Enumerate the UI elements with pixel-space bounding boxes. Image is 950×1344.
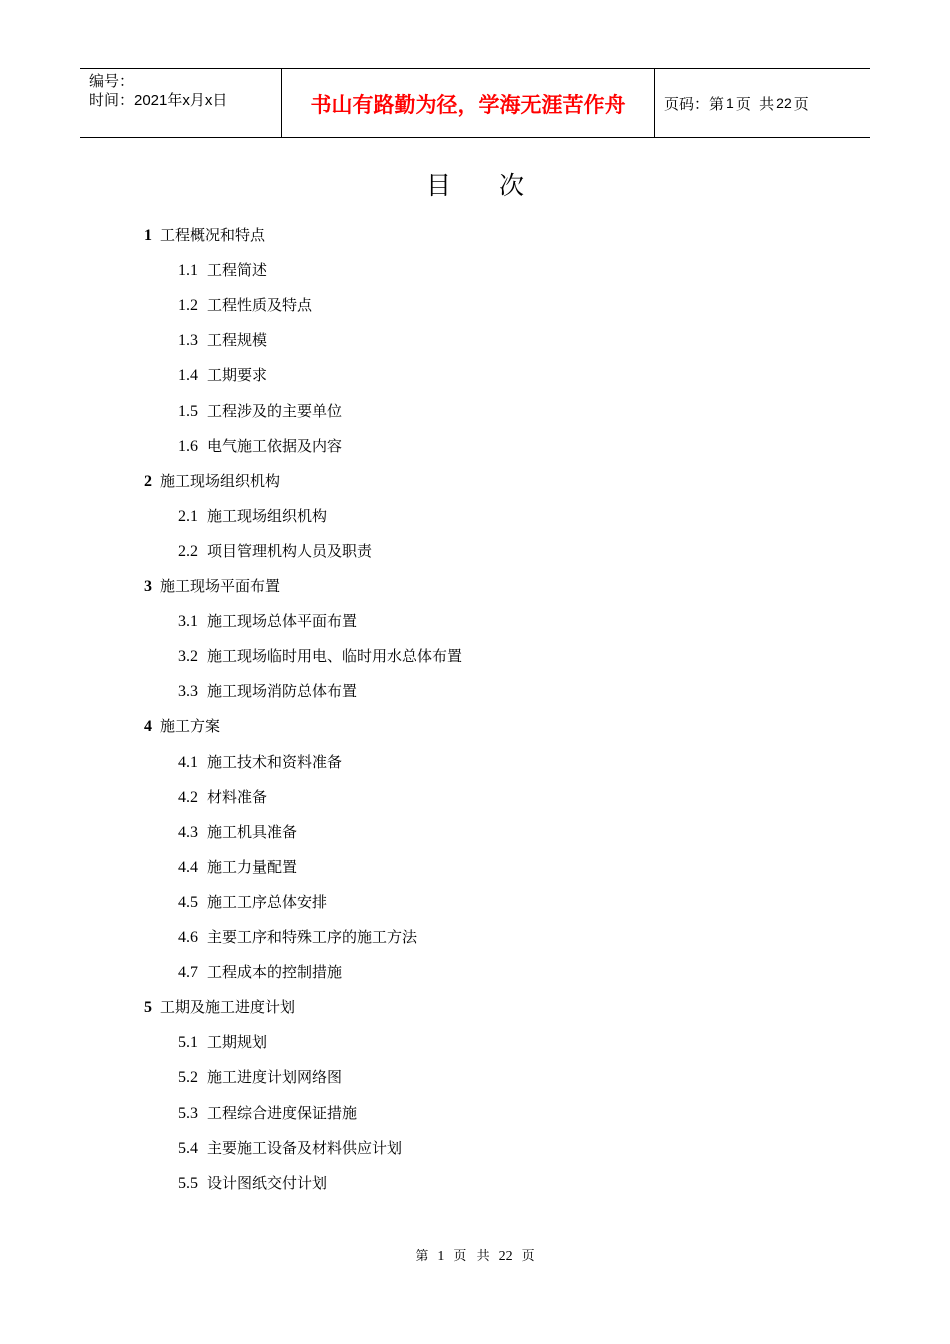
toc-number: 4.1 bbox=[178, 753, 198, 771]
toc-title: 材料准备 bbox=[207, 787, 268, 806]
toc-section bbox=[178, 540, 372, 563]
toc-number: 5.1 bbox=[178, 1034, 198, 1052]
toc-title: 施工方案 bbox=[160, 717, 221, 736]
toc-title: 施工现场组织机构 bbox=[207, 506, 328, 525]
toc-number: 5 bbox=[144, 999, 152, 1017]
page-mid: 页 共 bbox=[735, 95, 775, 113]
toc-number: 1 bbox=[144, 227, 152, 244]
footer-total: 22 bbox=[498, 1249, 513, 1264]
page-suffix: 页 bbox=[793, 95, 809, 113]
toc-number: 2.1 bbox=[178, 507, 198, 525]
footer-prefix: 第 bbox=[415, 1249, 429, 1264]
toc-section bbox=[178, 856, 297, 879]
toc-section bbox=[178, 294, 312, 317]
toc-title: 工期及施工进度计划 bbox=[160, 998, 296, 1017]
toc-section bbox=[178, 329, 267, 352]
toc-section bbox=[178, 645, 462, 668]
serial-label: 编号： bbox=[89, 73, 135, 90]
toc-title: 主要施工设备及材料供应计划 bbox=[207, 1138, 403, 1157]
toc-section bbox=[178, 926, 417, 949]
toc-number: 1.1 bbox=[178, 262, 198, 280]
toc-section bbox=[178, 400, 342, 423]
toc-chapter bbox=[144, 996, 295, 1019]
toc-number: 3.3 bbox=[178, 683, 198, 701]
header-page-info bbox=[655, 69, 870, 137]
page-total: 22 bbox=[776, 95, 792, 111]
toc-number: 4.7 bbox=[178, 964, 198, 982]
toc-title: 施工现场平面布置 bbox=[160, 577, 281, 595]
toc-chapter bbox=[144, 715, 220, 738]
toc-title: 工期要求 bbox=[207, 366, 268, 385]
toc-title: 电气施工依据及内容 bbox=[207, 436, 343, 455]
toc-title: 工程涉及的主要单位 bbox=[207, 401, 343, 420]
page-title bbox=[0, 166, 950, 202]
toc-number: 4 bbox=[144, 718, 152, 736]
toc-section bbox=[178, 259, 267, 282]
toc-number: 3.1 bbox=[178, 613, 198, 631]
toc-title: 主要工序和特殊工序的施工方法 bbox=[207, 928, 418, 946]
toc-title: 施工工序总体安排 bbox=[207, 892, 328, 911]
toc-section bbox=[178, 821, 297, 844]
toc-number: 1.4 bbox=[178, 367, 198, 385]
toc-title: 施工现场组织机构 bbox=[160, 471, 281, 490]
toc-chapter bbox=[144, 470, 280, 493]
toc-number: 5.3 bbox=[178, 1104, 198, 1122]
toc-section bbox=[178, 891, 327, 914]
toc-number: 4.3 bbox=[178, 823, 198, 841]
toc-title: 工程综合进度保证措施 bbox=[207, 1103, 358, 1122]
toc-number: 3 bbox=[144, 578, 152, 595]
toc-section bbox=[178, 786, 267, 809]
header-motto: 书山有路勤为径，学海无涯苦作舟 bbox=[282, 69, 655, 137]
toc-section bbox=[178, 505, 327, 528]
toc-chapter bbox=[144, 224, 265, 247]
toc-number: 3.2 bbox=[178, 648, 198, 666]
toc-chapter bbox=[144, 575, 280, 598]
toc-title: 工程性质及特点 bbox=[207, 296, 313, 315]
toc-number: 5.2 bbox=[178, 1069, 198, 1087]
toc-title: 施工进度计划网络图 bbox=[207, 1068, 343, 1087]
toc-title: 工程简述 bbox=[207, 261, 268, 280]
toc-section bbox=[178, 1102, 357, 1125]
toc-title: 施工现场总体平面布置 bbox=[207, 612, 358, 631]
title-char-2: 次 bbox=[499, 171, 525, 200]
toc-number: 5.4 bbox=[178, 1139, 198, 1157]
toc-title: 施工技术和资料准备 bbox=[207, 752, 343, 771]
toc-number: 1.2 bbox=[178, 297, 198, 315]
toc-title: 设计图纸交付计划 bbox=[207, 1173, 328, 1192]
toc-title: 施工力量配置 bbox=[207, 857, 298, 876]
toc-section bbox=[178, 680, 357, 703]
footer-mid1: 页 bbox=[453, 1249, 467, 1264]
toc-section bbox=[178, 1137, 402, 1160]
title-char-1: 目 bbox=[425, 171, 451, 200]
toc-number: 1.5 bbox=[178, 402, 198, 420]
toc-title: 工程概况和特点 bbox=[160, 226, 266, 244]
toc-section bbox=[178, 610, 357, 633]
toc-number: 4.5 bbox=[178, 893, 198, 911]
toc-number: 4.4 bbox=[178, 858, 198, 876]
toc-title: 施工机具准备 bbox=[207, 822, 298, 841]
toc-section bbox=[178, 364, 267, 387]
page-current: 1 bbox=[726, 95, 734, 111]
toc-number: 4.2 bbox=[178, 788, 198, 806]
toc-section bbox=[178, 961, 342, 984]
toc-section bbox=[178, 1031, 267, 1054]
toc-number: 5.5 bbox=[178, 1174, 198, 1192]
footer-current: 1 bbox=[437, 1249, 445, 1264]
toc-number: 1.3 bbox=[178, 332, 198, 350]
page-footer bbox=[0, 1245, 950, 1265]
footer-mid2: 共 bbox=[476, 1249, 490, 1264]
toc-title: 工程规模 bbox=[207, 331, 268, 350]
toc-section bbox=[178, 1066, 342, 1089]
footer-suffix: 页 bbox=[521, 1249, 535, 1264]
toc-section bbox=[178, 751, 342, 774]
toc-number: 4.6 bbox=[178, 929, 198, 946]
time-label: 时间：2021年x月x日 bbox=[89, 92, 228, 109]
toc-title: 施工现场消防总体布置 bbox=[207, 682, 358, 701]
toc-number: 2.2 bbox=[178, 542, 198, 560]
toc-title: 项目管理机构人员及职责 bbox=[207, 541, 373, 560]
document-header bbox=[80, 68, 870, 138]
header-meta bbox=[80, 69, 282, 137]
toc-number: 1.6 bbox=[178, 437, 198, 455]
toc-section bbox=[178, 1172, 327, 1195]
toc-title: 施工现场临时用电、临时用水总体布置 bbox=[207, 647, 463, 666]
toc-section bbox=[178, 435, 342, 458]
toc-number: 2 bbox=[144, 472, 152, 490]
toc-title: 工期规划 bbox=[207, 1033, 268, 1052]
toc-title: 工程成本的控制措施 bbox=[207, 963, 343, 982]
page-prefix: 页码：第 bbox=[664, 95, 725, 113]
